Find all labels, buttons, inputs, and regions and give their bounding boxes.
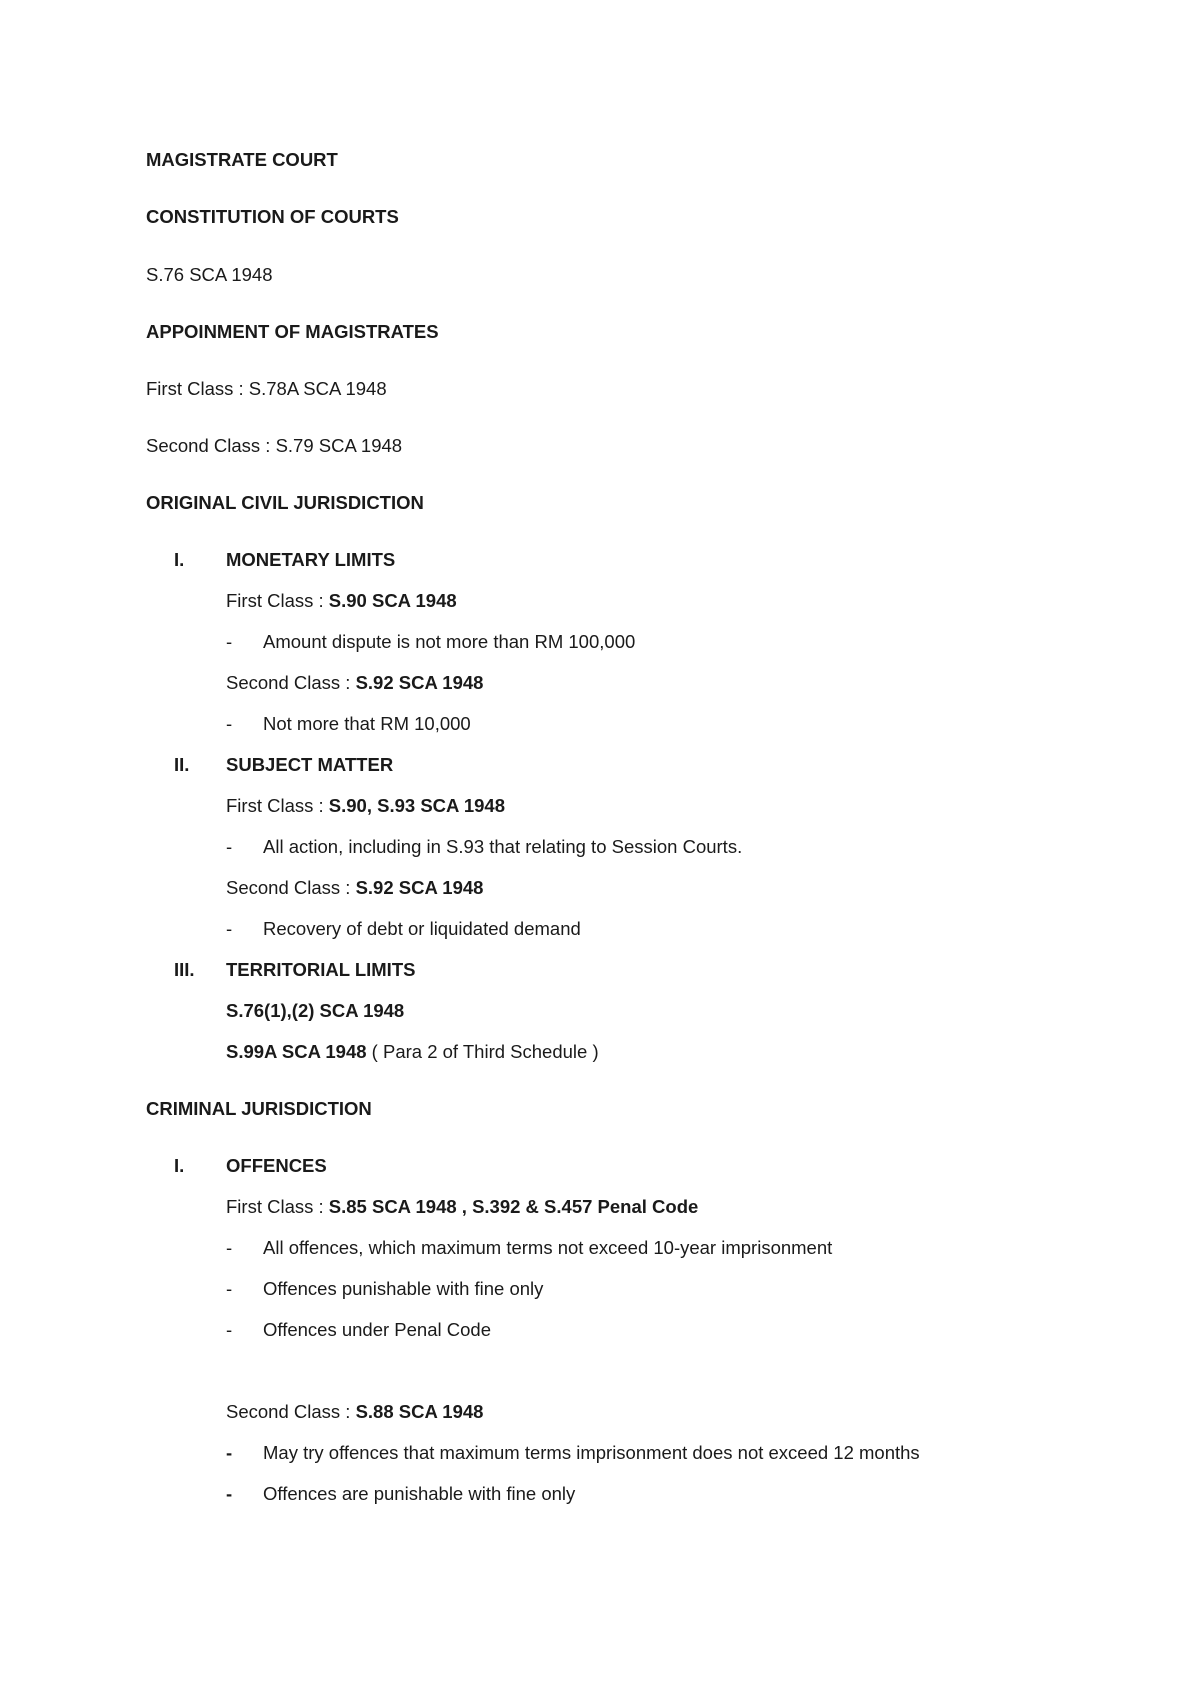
class-label: First Class : xyxy=(226,1196,329,1217)
statute-reference: S.92 SCA 1948 xyxy=(355,672,484,693)
class-label: First Class : xyxy=(226,795,329,816)
heading-appointment: APPOINMENT OF MAGISTRATES xyxy=(146,321,439,342)
bullet-dash: - xyxy=(226,1237,233,1258)
list-item: All action, including in S.93 that relating to Session Courts. xyxy=(263,836,743,857)
statute-reference: S.90, S.93 SCA 1948 xyxy=(328,795,505,816)
monetary-first-class xyxy=(226,589,457,613)
offences-first-class xyxy=(226,1195,698,1219)
subject-second-class xyxy=(226,876,483,900)
bullet-dash: - xyxy=(226,1278,233,1299)
statute-reference: S.99A SCA 1948 xyxy=(226,1041,367,1062)
bullet-dash: - xyxy=(226,1483,233,1504)
bullet-dash: - xyxy=(226,836,233,857)
list-item: Offences punishable with fine only xyxy=(263,1278,544,1299)
subheading-offences: OFFENCES xyxy=(226,1155,327,1176)
list-item: Recovery of debt or liquidated demand xyxy=(263,918,581,939)
list-item: Not more that RM 10,000 xyxy=(263,713,471,734)
reference-note: ( Para 2 of Third Schedule ) xyxy=(366,1041,599,1062)
heading-constitution: CONSTITUTION OF COURTS xyxy=(146,206,399,227)
statute-reference: S.90 SCA 1948 xyxy=(328,590,457,611)
list-number: II. xyxy=(174,754,190,775)
list-item: May try offences that maximum terms imprisonment does not exceed 12 months xyxy=(263,1442,920,1463)
bullet-dash: - xyxy=(226,918,233,939)
appointment-first-class: First Class : S.78A SCA 1948 xyxy=(146,378,387,399)
class-label: First Class : xyxy=(226,590,329,611)
list-number: I. xyxy=(174,549,185,570)
bullet-dash: - xyxy=(226,713,233,734)
class-label: Second Class : xyxy=(226,1401,356,1422)
subheading-monetary-limits: MONETARY LIMITS xyxy=(226,549,396,570)
list-number: I. xyxy=(174,1155,185,1176)
offences-second-class xyxy=(226,1400,483,1424)
subheading-territorial-limits: TERRITORIAL LIMITS xyxy=(226,959,416,980)
list-item: Offences under Penal Code xyxy=(263,1319,491,1340)
appointment-second-class: Second Class : S.79 SCA 1948 xyxy=(146,435,403,456)
heading-criminal: CRIMINAL JURISDICTION xyxy=(146,1098,372,1119)
list-item: All offences, which maximum terms not exceed 10-year imprisonment xyxy=(263,1237,833,1258)
constitution-reference: S.76 SCA 1948 xyxy=(146,264,273,285)
statute-reference: S.85 SCA 1948 , S.392 & S.457 Penal Code xyxy=(328,1196,699,1217)
document-title: MAGISTRATE COURT xyxy=(146,149,338,170)
statute-reference: S.92 SCA 1948 xyxy=(355,877,484,898)
territorial-reference-line xyxy=(226,1040,599,1064)
list-number: III. xyxy=(174,959,195,980)
heading-original-civil: ORIGINAL CIVIL JURISDICTION xyxy=(146,492,424,513)
monetary-second-class xyxy=(226,671,483,695)
class-label: Second Class : xyxy=(226,672,356,693)
bullet-dash: - xyxy=(226,1442,233,1463)
list-item: Offences are punishable with fine only xyxy=(263,1483,576,1504)
bullet-dash: - xyxy=(226,631,233,652)
list-item: Amount dispute is not more than RM 100,000 xyxy=(263,631,636,652)
statute-reference: S.76(1),(2) SCA 1948 xyxy=(226,1000,405,1021)
statute-reference: S.88 SCA 1948 xyxy=(355,1401,484,1422)
bullet-dash: - xyxy=(226,1319,233,1340)
subheading-subject-matter: SUBJECT MATTER xyxy=(226,754,394,775)
class-label: Second Class : xyxy=(226,877,356,898)
subject-first-class xyxy=(226,794,505,818)
